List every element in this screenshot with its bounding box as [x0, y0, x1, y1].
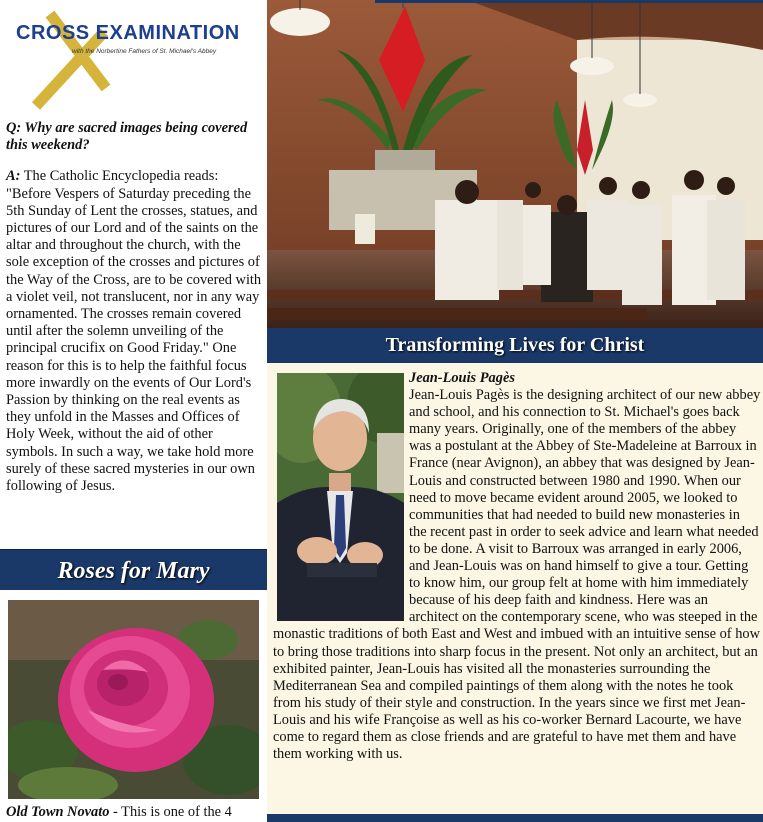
question: [6, 120, 264, 154]
photo-spacer: [273, 370, 409, 623]
rose-caption-bold: Old Town Novato: [6, 804, 110, 820]
question-text: Why are sacred images being covered this weekend?: [6, 120, 248, 154]
rose-photo: [8, 600, 259, 799]
question-label: Q:: [6, 120, 22, 136]
cross-examination-logo: [8, 8, 258, 112]
transforming-title: Transforming Lives for Christ: [385, 334, 645, 356]
rose-caption: [6, 804, 264, 821]
roses-title: Roses for Mary: [57, 558, 210, 584]
roses-section-header: [0, 549, 267, 590]
answer: [6, 168, 264, 495]
article-author: Jean-Louis Pagès: [409, 370, 515, 386]
answer-label: A:: [6, 168, 21, 185]
qa-section: [6, 120, 264, 495]
church-image: [267, 0, 763, 328]
next-section-header: [267, 814, 763, 822]
article-text: [273, 370, 761, 763]
church-interior-photo: [267, 0, 763, 328]
left-column: [0, 0, 267, 822]
rose-image: [8, 600, 259, 799]
answer-text: The Catholic Encyclopedia reads: "Before Vespers of Saturday preceding the 5th Sunday of Lent the crosses, statues, and pictures of our Lord and of the saints on the altar and throughout the church, with the sole exception of the crosses and pictures of the Way of the Cross, are to be covered with a violet veil, not translucent, nor in any way ornamented. The crosses remain covered until after the solemn unveiling of the principal crucifix on Good Friday." One reason for this is to help the faithful focus more inwardly on the events of Our Lord's Passion by thinking on the real events as they unfold in the Masses and Offices of Holy Week, without the aid of other symbols. In such a way, we take hold more surely of these sacred mysteries in our own following of Jesus.: [6, 168, 262, 495]
architect-article: [267, 363, 763, 814]
logo-title: CROSS EXAMINATION: [16, 22, 240, 44]
top-accent-bar: [375, 0, 763, 3]
rose-caption-text: - This is one of the 4: [109, 804, 232, 820]
article-body: Jean-Louis Pagès is the designing architect of our new abbey and school, and his connection to St. Michael's goes back many years. Originally, one of the members of the abbey was a postulant at the Abbey of Ste-Madeleine at Barroux in France (near Avignon), an abbey that was designed by Jean-Louis and constructed between 1980 and 1990. When our need to move became evident around 2005, we looked to communities that had needed to build new monasteries in the recent past in order to seek advice and learn what needed to be done. A visit to Barroux was arranged in early 2006, and Jean-Louis was on hand himself to give a tour. Getting to know him, our group felt at home with him immediately because of his deep faith and kindness. Here was an architect on the contemporary scene, who was steeped in the monastic traditions of both East and West and imbued with an intuitive sense of how to bring those traditions into sharp focus in the present. Not only an architect, but an exhibited painter, Jean-Louis has visited all the monasteries surrounding the Mediterranean Sea and compiled paintings of them along with the notes he took from his study of their style and construction. In the years since we first met Jean-Louis and his wife Françoise as well as his co-worker Bernard Lacourte, we have come to regard them as close friends and are grateful to have met them and have them working with us.: [273, 387, 761, 763]
transforming-section-header: [267, 328, 763, 363]
logo-subtitle: with the Norbertine Fathers of St. Michael's Abbey: [72, 48, 217, 55]
